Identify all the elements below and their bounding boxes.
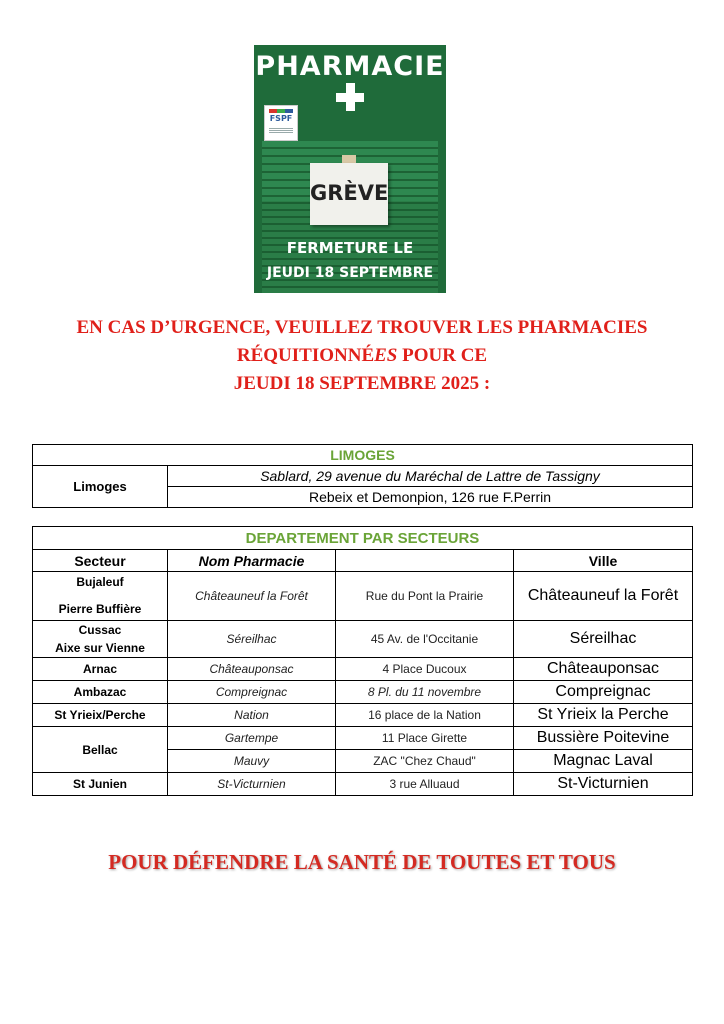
table-row xyxy=(33,658,693,681)
department-table xyxy=(32,526,693,796)
sector-cell: Bujaleuf Pierre Buffière xyxy=(33,572,168,621)
table-row xyxy=(33,621,693,658)
heading-line-1: EN CAS D’URGENCE, VEUILLEZ TROUVER LES PHARMACIES xyxy=(76,317,648,338)
address-cell: 4 Place Ducoux xyxy=(336,658,514,681)
city-cell: St Yrieix la Perche xyxy=(514,704,693,727)
sector-cell: Arnac xyxy=(33,658,168,681)
city-cell: Châteauponsac xyxy=(514,658,693,681)
address-cell: 3 rue Alluaud xyxy=(336,773,514,796)
limoges-table xyxy=(32,444,693,508)
col-pharmacy: Nom Pharmacie xyxy=(168,550,336,572)
sector-cell: Bellac xyxy=(33,727,168,773)
address-cell: Rue du Pont la Prairie xyxy=(336,572,514,621)
address-cell: 11 Place Girette xyxy=(336,727,514,750)
pharmacy-cross-icon xyxy=(336,83,364,111)
sector-cell: Cussac Aixe sur Vienne xyxy=(33,621,168,658)
limoges-title: LIMOGES xyxy=(33,445,693,466)
closing-line-1: FERMETURE LE xyxy=(286,239,414,257)
pharmacy-cell: Gartempe xyxy=(168,727,336,750)
table-row xyxy=(33,773,693,796)
city-cell: St-Victurnien xyxy=(514,773,693,796)
pharmacy-cell: Mauvy xyxy=(168,750,336,773)
col-address xyxy=(336,550,514,572)
city-cell: Magnac Laval xyxy=(514,750,693,773)
sector-cell: St Yrieix/Perche xyxy=(33,704,168,727)
city-cell: Bussière Poitevine xyxy=(514,727,693,750)
heading-line-3: JEUDI 18 SEPTEMBRE 2025 : xyxy=(233,373,491,394)
address-cell: 16 place de la Nation xyxy=(336,704,514,727)
address-cell: 45 Av. de l'Occitanie xyxy=(336,621,514,658)
sector-cell: St Junien xyxy=(33,773,168,796)
address-cell: ZAC "Chez Chaud" xyxy=(336,750,514,773)
department-title: DEPARTEMENT PAR SECTEURS xyxy=(33,527,693,550)
strike-sign-text: GRÈVE xyxy=(310,181,389,205)
table-row xyxy=(33,681,693,704)
strike-sign xyxy=(310,163,388,225)
pharmacy-cell: Compreignac xyxy=(168,681,336,704)
pharmacy-cell: Châteauponsac xyxy=(168,658,336,681)
city-cell: Châteauneuf la Forêt xyxy=(514,572,693,621)
pharmacy-cell: Séreilhac xyxy=(168,621,336,658)
city-cell: Compreignac xyxy=(514,681,693,704)
urgency-heading xyxy=(20,314,704,398)
col-sector: Secteur xyxy=(33,550,168,572)
limoges-pharmacy-1: Sablard, 29 avenue du Maréchal de Lattre de Tassigny xyxy=(168,466,693,487)
heading-line-2: RÉQUITIONNÉES POUR CE xyxy=(236,345,488,366)
table-row xyxy=(33,572,693,621)
table-row xyxy=(33,727,693,750)
table-row xyxy=(33,704,693,727)
pharmacy-cell: Châteauneuf la Forêt xyxy=(168,572,336,621)
closing-line-2: JEUDI 18 SEPTEMBRE xyxy=(266,265,434,281)
limoges-pharmacy-2: Rebeix et Demonpion, 126 rue F.Perrin xyxy=(168,487,693,508)
strike-poster xyxy=(254,45,446,293)
sector-cell: Ambazac xyxy=(33,681,168,704)
address-cell: 8 Pl. du 11 novembre xyxy=(336,681,514,704)
city-cell: Séreilhac xyxy=(514,621,693,658)
pharmacy-cell: St-Victurnien xyxy=(168,773,336,796)
col-city: Ville xyxy=(514,550,693,572)
poster-title: PHARMACIE xyxy=(255,51,445,82)
pharmacy-cell: Nation xyxy=(168,704,336,727)
footer-slogan: POUR DÉFENDRE LA SANTÉ DE TOUTES ET TOUS xyxy=(108,850,616,874)
fspf-logo: FSPF xyxy=(264,105,298,141)
limoges-location: Limoges xyxy=(33,466,168,508)
